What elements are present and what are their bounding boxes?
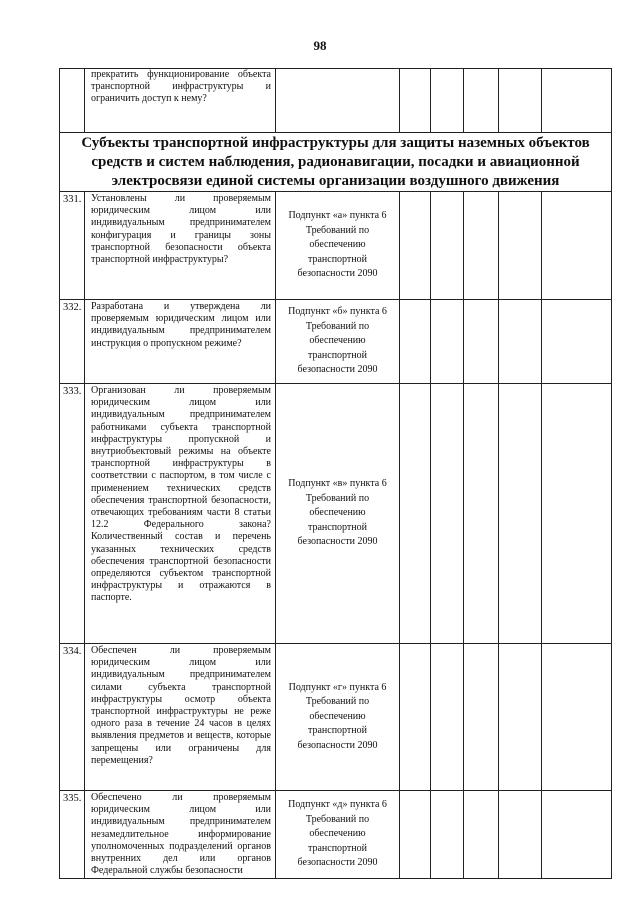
table-row — [60, 791, 612, 879]
checklist-table — [59, 68, 612, 879]
requirement-cell — [276, 644, 400, 791]
answer-cell-2 — [431, 384, 464, 644]
question-cell: Обеспечено ли проверяемым юридическим лицом или индивидуальным предпринимателем незамедлительное информирование уполномоченных подразделений органов внутренних дел или органов Федеральной службы безопасности — [85, 791, 276, 879]
requirement-text: Подпункт «в» пункта 6 Требований по обеспечению транспортной безопасности 2090 — [288, 478, 387, 548]
row-number: 331. — [60, 192, 85, 300]
table-row — [60, 644, 612, 791]
answer-cell-2 — [431, 192, 464, 300]
requirement-text: Подпункт «г» пункта 6 Требований по обеспечению транспортной безопасности 2090 — [288, 681, 387, 751]
requirement-cell — [276, 791, 400, 879]
comment-cell — [542, 192, 612, 300]
requirement-text: Подпункт «б» пункта 6 Требований по обеспечению транспортной безопасности 2090 — [288, 306, 387, 376]
comment-cell — [542, 791, 612, 879]
comment-cell — [542, 300, 612, 384]
answer-cell-1 — [400, 69, 431, 133]
answer-cell-3 — [464, 300, 499, 384]
answer-cell-1 — [400, 791, 431, 879]
answer-cell-2 — [431, 791, 464, 879]
question-cell: Установлены ли проверяемым юридическим лицом или индивидуальным предпринимателем конфигурация и границы зоны транспортной безопасности объекта транспортной инфраструктуры? — [85, 192, 276, 300]
answer-cell-1 — [400, 300, 431, 384]
comment-cell — [542, 644, 612, 791]
row-number: 335. — [60, 791, 85, 879]
requirement-cell — [276, 69, 400, 133]
comment-cell — [542, 384, 612, 644]
question-cell: Обеспечен ли проверяемым юридическим лицом или индивидуальным предпринимателем силами субъекта транспортной инфраструктуры осмотр объекта транспортной инфраструктуры не реже одного раза в течение 24 часов в целях выявления предметов и веществ, которые запрещены или ограничены для перемещения? — [85, 644, 276, 791]
section-heading: Субъекты транспортной инфраструктуры для защиты наземных объектов средств и систем наблюдения, радионавигации, посадки и авиационной электросвязи единой системы организации воздушного движения — [60, 133, 612, 192]
page-number: 98 — [313, 38, 327, 53]
answer-cell-1 — [400, 384, 431, 644]
answer-cell-3 — [464, 192, 499, 300]
answer-cell-1 — [400, 192, 431, 300]
answer-cell-1 — [400, 644, 431, 791]
answer-cell-4 — [499, 384, 542, 644]
answer-cell-4 — [499, 300, 542, 384]
answer-cell-4 — [499, 644, 542, 791]
answer-cell-4 — [499, 791, 542, 879]
table-row-continuation — [60, 69, 612, 133]
row-number: 333. — [60, 384, 85, 644]
answer-cell-2 — [431, 300, 464, 384]
answer-cell-2 — [431, 69, 464, 133]
row-number: 334. — [60, 644, 85, 791]
answer-cell-3 — [464, 384, 499, 644]
requirement-cell — [276, 300, 400, 384]
section-heading-row — [60, 133, 612, 192]
requirement-text: Подпункт «д» пункта 6 Требований по обеспечению транспортной безопасности 2090 — [288, 799, 387, 869]
requirement-cell — [276, 384, 400, 644]
comment-cell — [542, 69, 612, 133]
answer-cell-4 — [499, 69, 542, 133]
number-cell — [60, 69, 85, 133]
answer-cell-3 — [464, 69, 499, 133]
answer-cell-4 — [499, 192, 542, 300]
question-cell: прекратить функционирование объекта транспортной инфраструктуры и ограничить доступ к нему? — [85, 69, 276, 133]
question-cell: Организован ли проверяемым юридическим лицом или индивидуальным предпринимателем работниками субъекта транспортной инфраструктуры пропускной и внутриобъектовый режимы на объекте транспортной инфраструктуры в соответствии с паспортом, в том числе с применением технических средств обеспечения транспортной безопасности, отвечающих требованиям части 8 статьи 12.2 Федерального закона? Количественный состав и перечень указанных технических средств обеспечения транспортной безопасности определяются субъектом транспортной инфраструктуры и отражаются в паспорте. — [85, 384, 276, 644]
table-row — [60, 384, 612, 644]
answer-cell-2 — [431, 644, 464, 791]
table-row — [60, 192, 612, 300]
question-cell: Разработана и утверждена ли проверяемым юридическим лицом или индивидуальным предпринимателем инструкция о пропускном режиме? — [85, 300, 276, 384]
answer-cell-3 — [464, 791, 499, 879]
requirement-cell — [276, 192, 400, 300]
table-row — [60, 300, 612, 384]
row-number: 332. — [60, 300, 85, 384]
answer-cell-3 — [464, 644, 499, 791]
requirement-text: Подпункт «а» пункта 6 Требований по обеспечению транспортной безопасности 2090 — [288, 210, 387, 280]
